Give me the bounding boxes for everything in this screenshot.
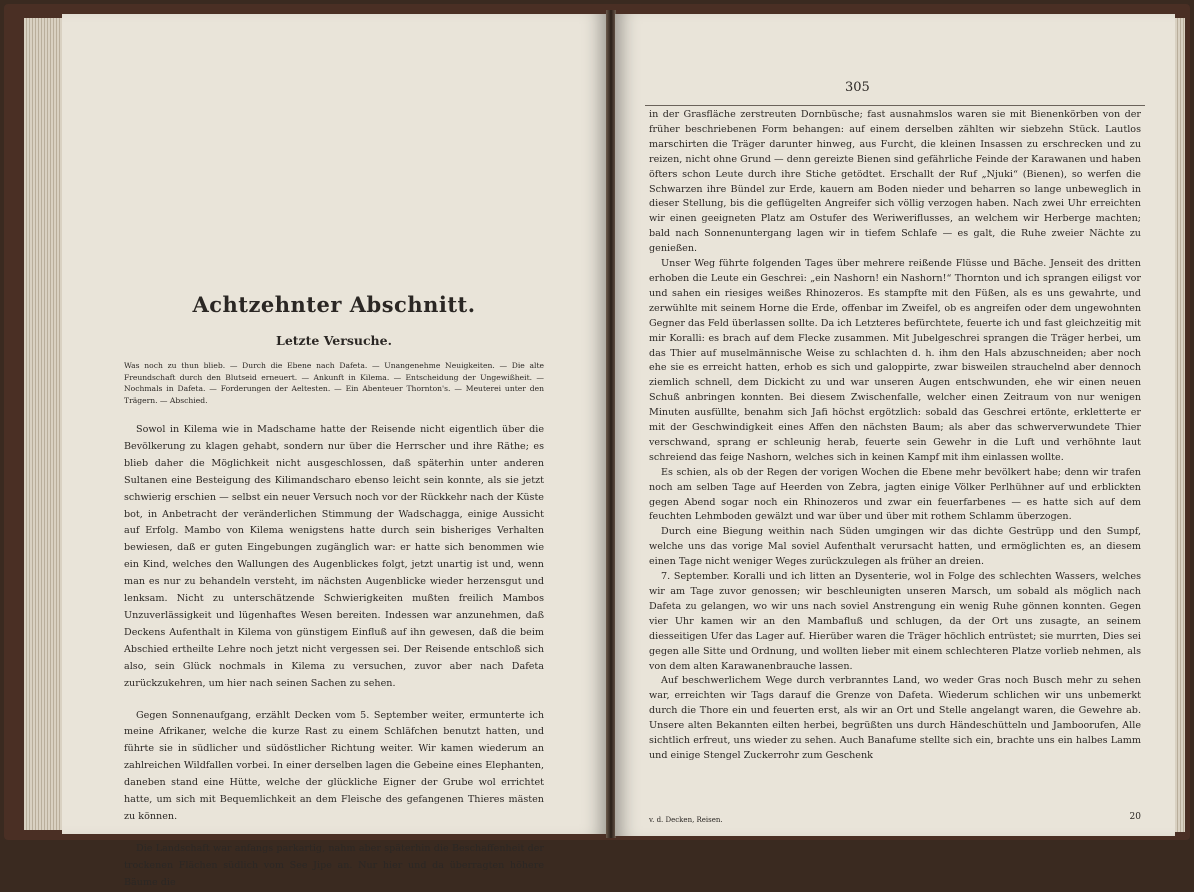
right-page-content bbox=[649, 108, 1141, 764]
paragraph: in der Grasfläche zerstreuten Dornbüsche; fast ausnahmslos waren sie mit Bienenkörben von der früher beschriebenen Form behangen: auf einem derselben zählten wir siebzehn Stück. Lautlos marschirten die Träger darunter hinweg, aus Furcht, die kleinen Insassen zu erschrecken und zu reizen, nicht ohne Grund — denn gereizte Bienen sind gefährliche Feinde der Karawanen und haben öfters schon Leute durch ihre Stiche getödtet. Erschallt der Ruf „Njuki“ (Bienen), so werfen die Schwarzen ihre Bündel zur Erde, kauern am Boden nieder und beharren so lange unbeweglich in dieser Stellung, bis die geflügelten Angreifer sich völlig verzogen haben. Nach zwei Uhr erreichten wir einen geeigneten Platz am Ostufer des Weriweriflusses, an welchem wir Herberge machten; bald nach Sonnenuntergang lagen wir in tiefem Schlafe — es galt, die Ruhe zweier Nächte zu genießen. bbox=[649, 109, 1141, 255]
page-edges-left bbox=[24, 18, 62, 830]
paragraph: Sowol in Kilema wie in Madschame hatte der Reisende nicht eigentlich über die Bevölkerung zu klagen gehabt, sondern nur über die Herrscher und ihre Räthe; es blieb daher die Möglichkeit nicht ausgeschlossen, daß späterhin unter anderen Sultanen eine Besteigung des Kilimandscharo ebenso leicht sein konnte, als sie jetzt schwierig erschien — selbst ein neuer Versuch noch vor der Rückkehr nach der Küste bot, in Anbetracht der veränderlichen Stimmung der Wadschagga, einige Aussicht auf Erfolg. Mambo von Kilema wenigstens hatte durch sein bisheriges Verhalten bewiesen, daß er guten Eingebungen zugänglich war: er hatte sich benommen wie ein Kind, welches den Wallungen des Augenblickes folgt, jetzt unartig ist und, wenn man es nur zu behandeln versteht, im nächsten Augenblicke wieder herzensgut und lenksam. Nicht zu unterschätzende Schwierigkeiten mußten freilich Mambos Unzuverlässigkeit und lügenhaftes Wesen bereiten. Indessen war anzunehmen, daß Deckens Aufenthalt in Kilema von günstigem Einfluß auf ihn gewesen, daß die beim Abschied ertheilte Lehre noch jetzt nicht vergessen sei. Der Reisende entschloß sich also, sein Glück nochmals in Kilema zu versuchen, zuvor aber nach Dafeta zurückzukehren, um hier nach seinen Sachen zu sehen. bbox=[124, 424, 544, 689]
paragraph: Es schien, als ob der Regen der vorigen Wochen die Ebene mehr bevölkert habe; denn wir trafen noch am selben Tage auf Heerden von Zebra, jagten einige Völker Perlhühner auf und erblickten gegen Abend sogar noch ein Rhinozeros und zwar ein feuerfarbenes — es hatte sich auf dem feuchten Lehmboden gewälzt und war über und über mit rothem Schlamm überzogen. bbox=[649, 466, 1141, 523]
paragraph: Unser Weg führte folgenden Tages über mehrere reißende Flüsse und Bäche. Jenseit des dritten erhoben die Leute ein Geschrei: „ein Nashorn! ein Nashorn!“ Thornton und ich sprangen eiligst vor und sahen ein riesiges weißes Rhinozeros. Es stampfte mit den Füßen, als es uns gewahrte, und zerwühlte mit seinem Horne die Erde, offenbar im Zweifel, ob es angreifen oder dem ungewohnten Gegner das Feld überlassen sollte. Da ich Letzteres befürchtete, feuerte ich und fast gleichzeitig mit mir Koralli: es brach auf dem Flecke zusammen. Mit Jubelgeschrei sprangen die Träger herbei, um das Thier auf muselmännische Weise zu schlachten d. h. ihm den Hals abzuschneiden; aber noch ehe sie es erreicht hatten, erhob es sich und galoppirte, zwar bisweilen strauchelnd aber dennoch ziemlich schnell, dem Dickicht zu und war unseren Augen entschwunden, ehe wir einen neuen Schuß anbringen konnten. Bei diesem Zwischenfalle, welcher einen Zeitraum von nur wenigen Minuten ausfüllte, benahm sich Jafi höchst ergötzlich: sobald das Geschrei ertönte, erkletterte er mit der Geschwindigkeit eines Affen den nächsten Baum; als aber das schwerverwundete Thier verschwand, sprang er schleunig herab, feuerte sein Gewehr in die Luft und verhöhnte laut schreiend das feige Nashorn, welches sich in keinen Kampf mit ihm einlassen wollte. bbox=[649, 258, 1141, 463]
footer-source: v. d. Decken, Reisen. bbox=[649, 816, 723, 824]
paragraph: Gegen Sonnenaufgang, erzählt Decken vom 5. September weiter, ermunterte ich meine Afrikaner, welche die kurze Rast zu einem Schläfchen benutzt hatten, und führte sie in südlicher und südöstlicher Richtung weiter. Wir kamen wiederum an zahlreichen Wildfallen vorbei. In einer derselben lagen die Gebeine eines Elephanten, daneben stand eine Hütte, welche der glückliche Eigner der Grube wol errichtet hatte, um sich mit Bequemlichkeit an dem Fleische des gefangenen Thieres mästen zu können. bbox=[124, 709, 544, 822]
paragraph: Durch eine Biegung weithin nach Süden umgingen wir das dichte Gestrüpp und den Sumpf, welche uns das vorige Mal soviel Aufenthalt verursacht hatten, und ermöglichten es, an diesem einen Tage nicht weniger Weges zurückzulegen als früher an dreien. bbox=[649, 526, 1141, 568]
left-page bbox=[62, 14, 607, 888]
paragraph: Die Landschaft war anfangs parkartig, nahm aber späterhin die Beschaffenheit der trockenen Flächen südlich vom See Jipe an. Nur hier und da überragten höhere Bäume die bbox=[124, 842, 544, 888]
chapter-subtitle: Letzte Versuche. bbox=[276, 333, 392, 348]
page-edges-right bbox=[1175, 18, 1185, 832]
header-rule bbox=[645, 105, 1145, 106]
paragraph: 7. September. Koralli und ich litten an Dysenterie, wol in Folge des schlechten Wassers, welches wir am Tage zuvor genossen; wir beschleunigten unseren Marsch, um sobald als möglich nach Dafeta zu gelangen, wo wir uns nach soviel Anstrengung ein wenig Ruhe gönnen konnten. Gegen vier Uhr kamen wir an den Mambafluß und schlugen, da der Ort uns zusagte, an seinem diesseitigen Ufer das Lager auf. Hierüber waren die Träger höchlich entrüstet; sie murrten, Dies sei gegen alle Sitte und Ordnung, und wollten lieber mit einem schlechteren Platze vorlieb nehmen, als von dem alten Karawanenbrauche lassen. bbox=[649, 571, 1141, 672]
paragraph: Auf beschwerlichem Wege durch verbranntes Land, wo weder Gras noch Busch mehr zu sehen war, erreichten wir Tags darauf die Grenze von Dafeta. Wiederum schlichen wir uns unbemerkt durch die Thore ein und feuerten erst, als wir an Ort und Stelle angelangt waren, die Gewehre ab. Unsere alten Bekannten eilten herbei, begrüßten uns durch Händeschütteln und Jamboorufen, Alle sichtlich erfreut, uns wieder zu sehen. Auch Banafume stellte sich ein, brachte uns ein halbes Lamm und einige Stengel Zuckerrohr zum Geschenk bbox=[649, 675, 1141, 761]
page-footer bbox=[649, 812, 1141, 824]
chapter-summary: Was noch zu thun blieb. — Durch die Ebene nach Dafeta. — Unangenehme Neuigkeiten. — Die alte Freundschaft durch den Blutseid erneuert. — Ankunft in Kilema. — Entscheidung der Ungewißheit. — Nochmals in Dafeta. — Forderungen der Aeltesten. — Ein Abenteuer Thornton's. — Meuterei unter den Trägern. — Abschied. bbox=[124, 361, 544, 405]
chapter-title: Achtzehnter Abschnitt. bbox=[192, 292, 476, 317]
right-page bbox=[615, 14, 1175, 836]
signature-mark: 20 bbox=[1129, 812, 1141, 822]
left-page-content bbox=[124, 292, 544, 892]
page-number: 305 bbox=[845, 80, 870, 95]
